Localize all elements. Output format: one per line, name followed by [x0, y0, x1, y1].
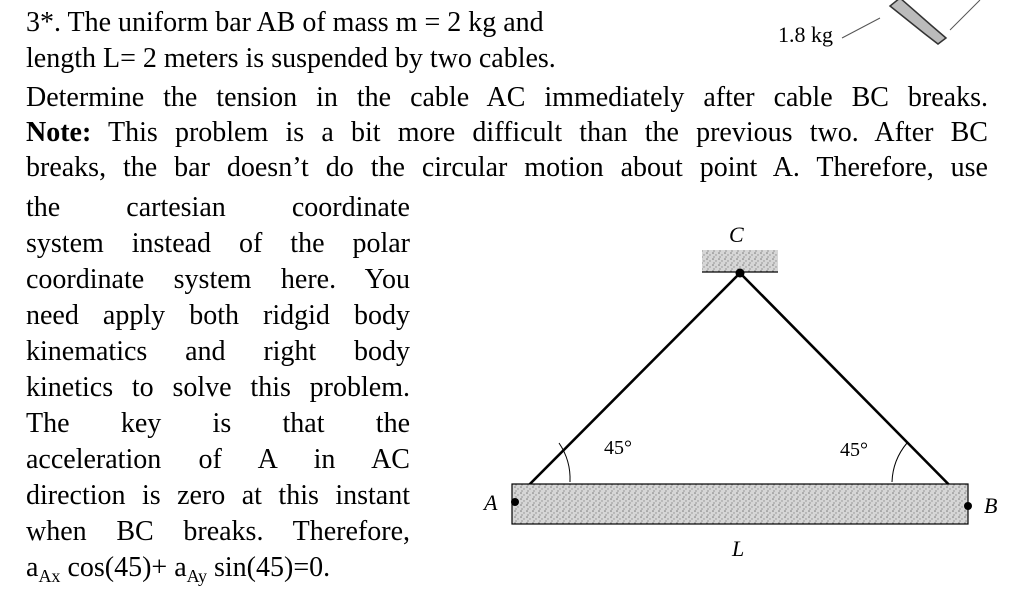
note-label: Note:: [26, 117, 92, 148]
angle-left-label: 45°: [604, 437, 632, 459]
column-line: the cartesian coordinate: [26, 192, 410, 223]
column-line: kinematics and right body: [26, 336, 410, 367]
column-line: The key is that the: [26, 408, 410, 439]
note-line: [26, 116, 988, 150]
pin-b: [964, 502, 972, 510]
problem-line-2: length L= 2 meters is suspended by two cables.: [26, 43, 556, 74]
angle-arc-right: [892, 443, 907, 482]
column-line: when BC breaks. Therefore,: [26, 516, 410, 547]
top-figure-svg: [760, 0, 1024, 56]
problem-line-1: 3*. The uniform bar AB of mass m = 2 kg and: [26, 7, 544, 38]
column-line: coordinate system here. You: [26, 264, 410, 295]
angle-right-label: 45°: [840, 439, 868, 461]
column-line: direction is zero at this instant: [26, 480, 410, 511]
note-text: This problem is a bit more difficult than the previous two. After BC: [91, 117, 988, 148]
top-figure-fragment: [760, 0, 1024, 56]
eq-end: sin(45)=0.: [207, 552, 331, 583]
eq-sub-ax: Ax: [38, 566, 61, 586]
label-c: C: [729, 222, 744, 247]
left-column-text: [26, 190, 410, 586]
column-line: acceleration of A in AC: [26, 444, 410, 475]
mass-label: 1.8 kg: [778, 22, 833, 47]
cable-ac: [514, 273, 740, 500]
cable-bc: [740, 273, 970, 506]
rod-sketch: [890, 0, 980, 44]
column-line: kinetics to solve this problem.: [26, 372, 410, 403]
column-line: need apply both ridgid body: [26, 300, 410, 331]
bar-ab: [512, 484, 968, 524]
mass-leader-line: [842, 18, 880, 38]
equation-line: [26, 550, 410, 586]
pin-a: [511, 498, 519, 506]
eq-a1: a: [26, 552, 39, 583]
problem-line-3: Determine the tension in the cable AC immediately after cable BC breaks.: [26, 82, 988, 113]
eq-sub-ay: Ay: [186, 566, 207, 586]
problem-line-5: breaks, the bar doesn’t do the circular motion about point A. Therefore, use: [26, 152, 988, 183]
label-l: L: [732, 536, 745, 561]
bar-cable-figure: [460, 210, 1020, 570]
column-line: system instead of the polar: [26, 228, 410, 259]
label-b: B: [984, 493, 998, 518]
eq-mid: cos(45)+ a: [60, 552, 187, 583]
label-a: A: [484, 490, 498, 515]
